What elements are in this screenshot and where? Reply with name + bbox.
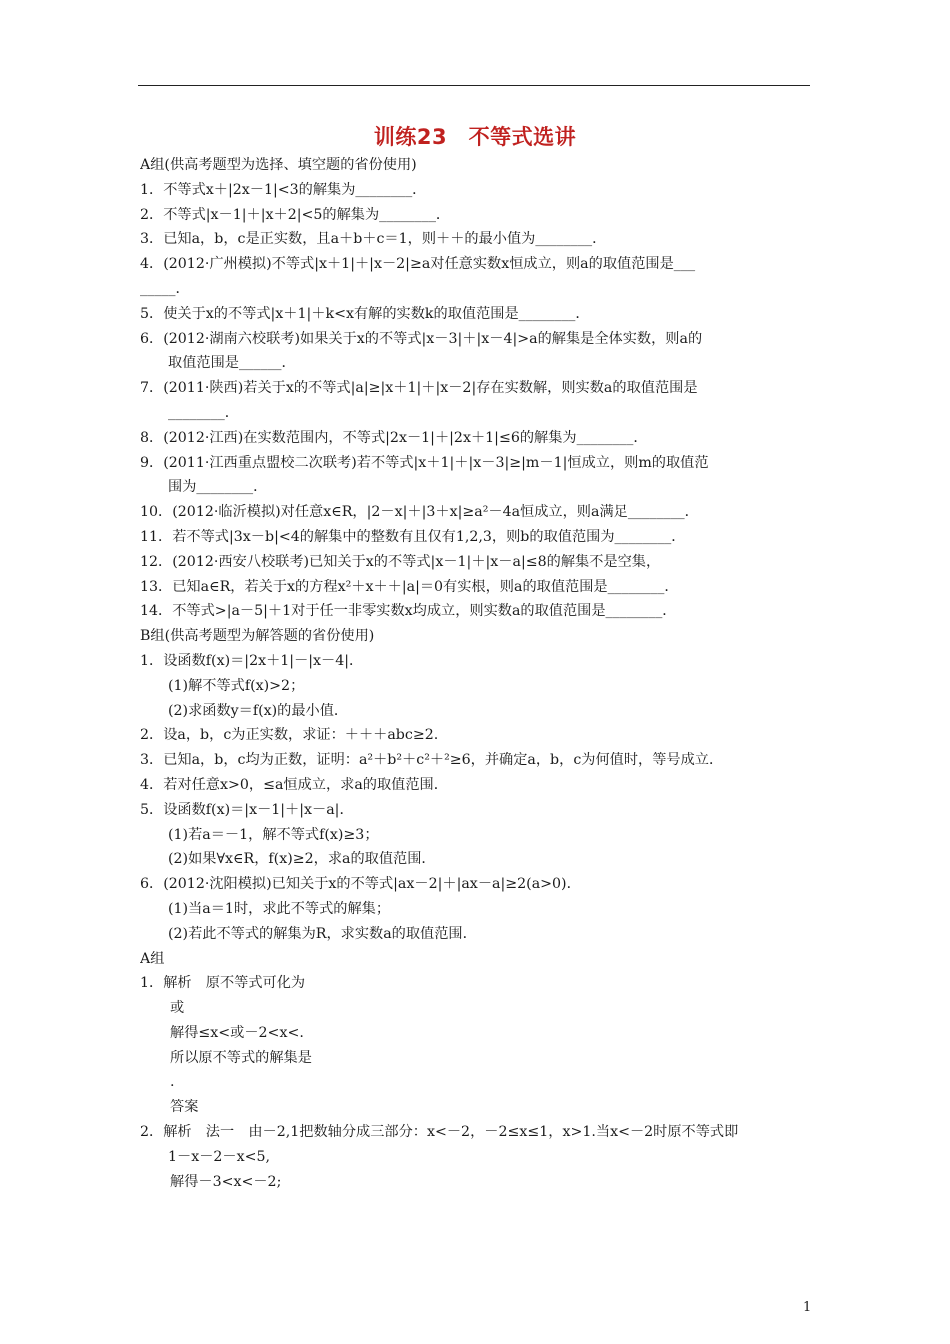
text-line: 12．(2012·西安八校联考)已知关于x的不等式|x－1|＋|x－a|≤8的解集不是空集， [140,553,661,570]
text-line: _____． [140,280,190,297]
text-line: 9．(2011·江西重点盟校二次联考)若不等式|x＋1|＋|x－3|≥|m－1|恒成立，则m的取值范 [140,454,709,471]
text-line: 1．设函数f(x)＝|2x＋1|－|x－4|． [140,652,364,669]
text-line: (1)当a＝1时，求此不等式的解集； [168,900,391,917]
text-line: 答案 [170,1099,199,1116]
text-line: 2．不等式|x－1|＋|x＋2|<5的解集为________． [140,206,451,223]
text-line: 2．设a，b，c为正实数，求证：＋＋＋abc≥2. [140,727,439,744]
text-line: (2)如果∀x∈R，f(x)≥2，求a的取值范围． [168,851,436,868]
text-line: (2)若此不等式的解集为R，求实数a的取值范围． [168,925,477,942]
text-line: 13．已知a∈R，若关于x的方程x²＋x＋＋|a|＝0有实根，则a的取值范围是________． [140,578,679,595]
page-title: 训练23 不等式选讲 [373,125,577,149]
text-line: 解得≤x<或－2<x<. [170,1024,304,1041]
text-line: A组(供高考题型为选择、填空题的省份使用) [140,157,417,173]
text-line: 10．(2012·临沂模拟)对任意x∈R，|2－x|＋|3＋x|≥a²－4a恒成立，则a满足________． [140,504,699,521]
text-line: 3．已知a，b，c均为正数，证明：a²＋b²＋c²＋²≥6，并确定a，b，c为何值时，等号成立． [140,752,724,769]
header-rule [138,85,810,86]
text-line: . [170,1074,175,1091]
text-line: 1－x－2－x<5, [168,1148,271,1165]
text-line: 1．不等式x＋|2x－1|<3的解集为________． [140,181,427,198]
text-line: (2)求函数y＝f(x)的最小值． [168,702,349,719]
page-number: 1 [803,1300,812,1315]
text-line: 11．若不等式|3x－b|<4的解集中的整数有且仅有1,2,3，则b的取值范围为________． [140,528,686,545]
text-line: A组 [140,950,165,967]
text-line: 6．(2012·湖南六校联考)如果关于x的不等式|x－3|＋|x－4|>a的解集是全体实数，则a的 [140,330,703,347]
text-line: 6．(2012·沈阳模拟)已知关于x的不等式|ax－2|＋|ax－a|≥2(a>0)． [140,876,581,893]
text-line: (1)若a＝－1，解不等式f(x)≥3； [168,826,379,843]
text-line: 5．设函数f(x)＝|x－1|＋|x－a|． [140,801,354,818]
text-line: 围为________． [168,479,268,496]
text-line: 3．已知a，b，c是正实数，且a＋b＋c＝1，则＋＋的最小值为________． [140,231,607,248]
text-line: (1)解不等式f(x)>2； [168,677,305,694]
text-line: 2．解析 法一 由－2,1把数轴分成三部分：x<－2，－2≤x≤1，x>1.当x<－2时原不等式即 [140,1124,739,1141]
text-line: 取值范围是______． [168,355,296,372]
text-line: B组(供高考题型为解答题的省份使用) [140,628,375,645]
text-line: 4．若对任意x>0，≤a恒成立，求a的取值范围． [140,776,448,793]
text-line: 所以原不等式的解集是 [170,1049,312,1066]
text-line: 8．(2012·江西)在实数范围内，不等式|2x－1|＋|2x＋1|≤6的解集为________． [140,429,648,446]
text-line: 5．使关于x的不等式|x＋1|＋k<x有解的实数k的取值范围是________． [140,305,590,322]
document-body [140,153,812,1194]
text-line: ________． [168,404,239,421]
text-line: 7．(2011·陕西)若关于x的不等式|a|≥|x＋1|＋|x－2|存在实数解，则实数a的取值范围是 [140,380,698,397]
text-line: 或 [170,1000,185,1017]
text-line: 14．不等式>|a－5|＋1对于任一非零实数x均成立，则实数a的取值范围是________． [140,603,677,620]
text-line: 4．(2012·广州模拟)不等式|x＋1|＋|x－2|≥a对任意实数x恒成立，则a的取值范围是___ [140,256,696,273]
text-line: 1．解析 原不等式可化为 [140,975,306,992]
text-line: 解得－3<x<－2; [170,1173,282,1190]
